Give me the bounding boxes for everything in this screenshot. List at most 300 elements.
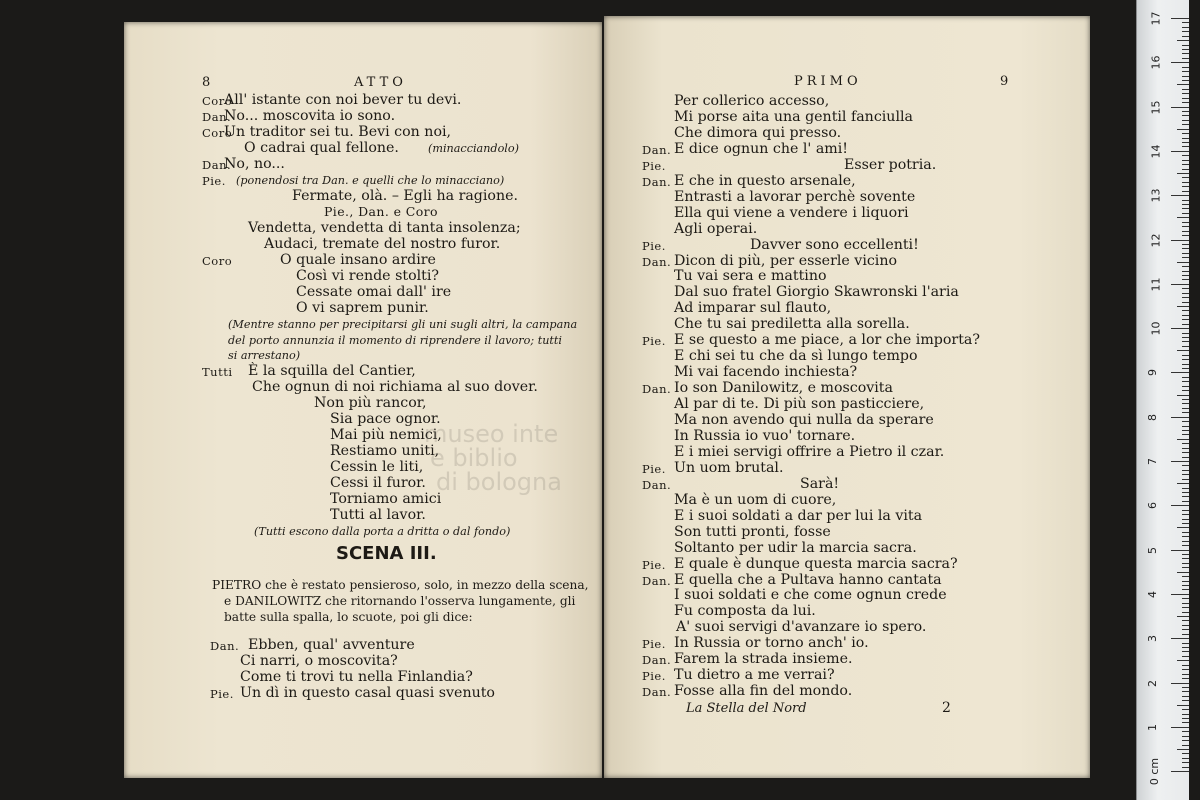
ruler-tick [1182, 169, 1189, 170]
speaker-label: Dan. [202, 158, 232, 172]
ruler-tick [1182, 736, 1189, 737]
verse-text: Che tu sai prediletta alla sorella. [674, 316, 910, 333]
ruler-tick [1182, 496, 1189, 497]
verse-text: Tu vai sera e mattino [674, 268, 827, 285]
verse-line [124, 637, 602, 653]
ruler-tick [1182, 585, 1189, 586]
speaker-label: Dan. [642, 653, 672, 668]
ruler-tick [1177, 705, 1189, 706]
ruler-tick [1182, 430, 1189, 431]
ruler-tick [1182, 758, 1189, 759]
ruler-tick [1177, 40, 1189, 41]
verse-line [124, 300, 602, 316]
ruler-number: 10 [1149, 321, 1163, 336]
stage-direction: (minacciandolo) [428, 142, 519, 155]
ruler-tick [1182, 403, 1189, 404]
ruler-tick [1182, 696, 1189, 697]
ruler-tick [1182, 718, 1189, 719]
speaker-label: Pie. [642, 238, 666, 253]
speaker-label: Pie. [642, 158, 666, 173]
signature-mark: 2 [942, 700, 951, 716]
ruler-tick [1182, 133, 1189, 134]
stage-direction: del porto annunzia il momento di riprendere il lavoro; tutti [228, 333, 562, 347]
ruler-tick [1182, 359, 1189, 360]
verse-line [604, 237, 1090, 253]
measuring-ruler [1136, 0, 1189, 800]
ruler-tick [1182, 731, 1189, 732]
verse-line [604, 572, 1090, 588]
running-header: PRIMO [794, 74, 862, 89]
ruler-tick [1171, 240, 1189, 241]
ruler-tick [1182, 346, 1189, 347]
ruler-tick [1171, 417, 1189, 418]
ruler-tick [1182, 355, 1189, 356]
verse-text: È la squilla del Cantier, [248, 362, 416, 379]
verse-text: No, no... [224, 156, 285, 172]
verse-line [124, 379, 602, 395]
verse-text: Esser potria. [844, 156, 937, 173]
ruler-tick [1182, 164, 1189, 165]
ruler-tick [1182, 448, 1189, 449]
ruler-tick [1182, 514, 1189, 515]
speaker-label: Pie. [642, 461, 666, 476]
stage-direction: si arrestano) [228, 349, 301, 362]
verse-text: Sarà! [800, 475, 840, 492]
ruler-tick [1182, 248, 1189, 249]
verse-text: Che dimora qui presso. [674, 124, 842, 141]
verse-text: Cessate omai dall' ire [296, 284, 452, 300]
ruler-tick [1182, 399, 1189, 400]
ruler-tick [1182, 310, 1189, 311]
verse-text: Fermate, olà. – Egli ha ragione. [292, 188, 519, 204]
ruler-tick [1182, 337, 1189, 338]
ruler-tick [1182, 634, 1189, 635]
ruler-tick [1182, 67, 1189, 68]
ruler-tick [1182, 678, 1189, 679]
verse-line [124, 236, 602, 252]
ruler-tick [1182, 541, 1189, 542]
ruler-tick [1182, 36, 1189, 37]
ruler-tick [1177, 262, 1189, 263]
ruler-tick [1182, 186, 1189, 187]
ruler-tick [1182, 93, 1189, 94]
verse-text: Un traditor sei tu. Bevi con noi, [224, 124, 452, 140]
ruler-tick [1182, 142, 1189, 143]
ruler-tick [1171, 284, 1189, 285]
ruler-tick [1177, 572, 1189, 573]
ruler-tick [1182, 22, 1189, 23]
ruler-tick [1171, 372, 1189, 373]
ruler-tick [1182, 89, 1189, 90]
ruler-tick [1182, 58, 1189, 59]
ruler-tick [1182, 319, 1189, 320]
verse-line [124, 92, 602, 108]
verse-text: E quale è dunque questa marcia sacra? [674, 555, 958, 572]
ruler-tick [1177, 395, 1189, 396]
ruler-tick [1171, 328, 1189, 329]
scene-description: batte sulla spalla, lo scuote, poi gli dice: [224, 610, 473, 624]
speaker-label: Dan. [642, 477, 672, 492]
speaker-label: Pie. [202, 174, 226, 188]
verse-line [604, 540, 1090, 556]
ruler-tick [1182, 364, 1189, 365]
verse-text: Pie., Dan. e Coro [324, 204, 438, 219]
ruler-tick [1182, 333, 1189, 334]
ruler-tick [1171, 638, 1189, 639]
ruler-number: 11 [1149, 277, 1163, 292]
watermark [424, 422, 562, 494]
stage-direction: (Mentre stanno per precipitarsi gli uni sugli altri, la campana [228, 318, 578, 331]
ruler-tick [1182, 191, 1189, 192]
ruler-tick [1182, 519, 1189, 520]
ruler-tick [1182, 271, 1189, 272]
verse-line [124, 653, 602, 669]
ruler-tick [1182, 532, 1189, 533]
verse-text: Son tutti pronti, fosse [674, 523, 831, 540]
ruler-tick [1182, 563, 1189, 564]
ruler-tick [1182, 341, 1189, 342]
scene-description: PIETRO che è restato pensieroso, solo, in mezzo della scena, [212, 578, 589, 592]
ruler-tick [1182, 200, 1189, 201]
ruler-tick [1171, 505, 1189, 506]
ruler-tick [1182, 266, 1189, 267]
verse-line [124, 332, 602, 348]
verse-line [604, 284, 1090, 300]
ruler-tick [1182, 510, 1189, 511]
ruler-tick [1182, 656, 1189, 657]
verse-text: Fu composta da lui. [674, 603, 816, 620]
verse-text: Torniamo amici [330, 490, 442, 507]
verse-line [124, 347, 602, 363]
verse-line [604, 444, 1090, 460]
verse-line [124, 507, 602, 523]
verse-text: E i suoi soldati a dar per lui la vita [674, 507, 923, 524]
ruler-tick [1182, 567, 1189, 568]
verse-text: Come ti trovi tu nella Finlandia? [240, 669, 473, 685]
ruler-tick [1182, 182, 1189, 183]
ruler-tick [1182, 545, 1189, 546]
ruler-tick [1182, 213, 1189, 214]
ruler-tick [1182, 665, 1189, 666]
ruler-tick [1182, 598, 1189, 599]
ruler-number: 12 [1149, 233, 1163, 247]
speaker-label: Pie. [642, 334, 666, 349]
ruler-tick [1182, 177, 1189, 178]
speaker-label: Dan. [210, 639, 240, 653]
ruler-tick [1171, 62, 1189, 63]
verse-text: I suoi soldati e che come ognun crede [674, 587, 947, 604]
verse-text: E chi sei tu che da sì lungo tempo [674, 348, 918, 365]
verse-line [124, 268, 602, 284]
verse-text: Non più rancor, [314, 394, 427, 411]
ruler-tick [1171, 461, 1189, 462]
ruler-number: 14 [1149, 144, 1163, 159]
verse-text: Ad imparar sul flauto, [674, 300, 832, 317]
ruler-number: 16 [1149, 55, 1163, 70]
ruler-tick [1182, 722, 1189, 723]
ruler-tick [1182, 457, 1189, 458]
ruler-tick [1182, 576, 1189, 577]
ruler-tick [1182, 434, 1189, 435]
ruler-tick [1177, 660, 1189, 661]
verse-text: E quella che a Pultava hanno cantata [674, 571, 942, 588]
verse-line [604, 173, 1090, 189]
verse-text: Mai più nemici, [330, 426, 442, 443]
speaker-label: Pie. [642, 669, 666, 684]
ruler-tick [1182, 253, 1189, 254]
verse-text: All' istante con noi bever tu devi. [224, 92, 462, 108]
ruler-tick [1182, 71, 1189, 72]
ruler-tick [1182, 492, 1189, 493]
ruler-tick [1171, 18, 1189, 19]
verse-line [604, 476, 1090, 492]
ruler-tick [1171, 771, 1189, 772]
verse-line [604, 268, 1090, 284]
verse-text: Restiamo uniti, [330, 442, 440, 459]
verse-line [604, 141, 1090, 157]
ruler-tick [1182, 275, 1189, 276]
ruler-tick [1182, 740, 1189, 741]
ruler-tick [1182, 745, 1189, 746]
ruler-tick [1171, 151, 1189, 152]
ruler-number: 6 [1146, 502, 1159, 510]
running-header: ATTO [354, 75, 407, 90]
ruler-tick [1182, 620, 1189, 621]
verse-line [604, 556, 1090, 572]
ruler-tick [1182, 293, 1189, 294]
ruler-tick [1182, 753, 1189, 754]
ruler-number: 0 cm [1148, 757, 1162, 786]
ruler-tick [1182, 603, 1189, 604]
ruler-tick [1182, 714, 1189, 715]
verse-text: Soltanto per udir la marcia sacra. [674, 539, 917, 556]
ruler-tick [1182, 647, 1189, 648]
ruler-tick [1182, 625, 1189, 626]
verse-line [604, 348, 1090, 364]
ruler-tick [1182, 98, 1189, 99]
verse-text: Ci narri, o moscovita? [240, 653, 398, 669]
verse-line [604, 492, 1090, 508]
speaker-label: Coro [202, 126, 233, 140]
speaker-label: Dan. [642, 382, 672, 397]
ruler-tick [1171, 727, 1189, 728]
ruler-tick [1182, 226, 1189, 227]
ruler-tick [1182, 669, 1189, 670]
ruler-tick [1182, 581, 1189, 582]
ruler-tick [1182, 629, 1189, 630]
ruler-tick [1182, 115, 1189, 116]
verse-text: Ma non avendo qui nulla da sperare [674, 412, 934, 428]
verse-text: Tutti al lavor. [330, 506, 426, 523]
speaker-label: Pie. [210, 687, 234, 701]
page-number: 9 [1000, 74, 1009, 89]
verse-text: Mi porse aita una gentil fanciulla [674, 108, 913, 125]
verse-line [124, 316, 602, 332]
verse-line [124, 108, 602, 124]
verse-line [124, 172, 602, 188]
stage-direction: (ponendosi tra Dan. e quelli che lo minacciano) [236, 174, 505, 187]
verse-text: E i miei servigi offrire a Pietro il czar. [674, 443, 945, 460]
ruler-tick [1182, 554, 1189, 555]
ruler-tick [1182, 674, 1189, 675]
verse-text: A' suoi servigi d'avanzare io spero. [676, 619, 927, 636]
verse-text: O quale insano ardire [280, 252, 436, 268]
speaker-label: Pie. [642, 557, 666, 572]
verse-text: Sia pace ognor. [330, 410, 441, 427]
verse-text: Fosse alla fin del mondo. [674, 683, 853, 700]
verse-line [604, 93, 1090, 109]
ruler-tick [1182, 474, 1189, 475]
ruler-tick [1182, 315, 1189, 316]
verse-line [604, 524, 1090, 540]
verse-text: Che ognun di noi richiama al suo dover. [252, 378, 538, 395]
verse-text: E che in questo arsenale, [674, 172, 856, 189]
ruler-tick [1182, 257, 1189, 258]
verse-text: Un dì in questo casal quasi svenuto [240, 685, 495, 701]
ruler-tick [1182, 45, 1189, 46]
ruler-tick [1182, 643, 1189, 644]
ruler-tick [1182, 279, 1189, 280]
ruler-tick [1182, 381, 1189, 382]
ruler-number: 5 [1146, 546, 1159, 554]
ruler-tick [1182, 377, 1189, 378]
ruler-number: 9 [1146, 369, 1159, 377]
verse-text: Davver sono eccellenti! [750, 236, 919, 253]
speaker-label: Coro [202, 254, 233, 268]
ruler-tick [1182, 288, 1189, 289]
verse-text: Vendetta, vendetta di tanta insolenza; [248, 220, 521, 236]
verse-text: E dice ognun che l' ami! [674, 140, 848, 157]
ruler-tick [1182, 244, 1189, 245]
ruler-number: 2 [1146, 679, 1159, 687]
ruler-tick [1182, 558, 1189, 559]
ruler-tick [1182, 208, 1189, 209]
ruler-tick [1171, 195, 1189, 196]
ruler-tick [1182, 111, 1189, 112]
verse-text: Dicon di più, per esserle vicino [674, 252, 898, 269]
ruler-tick [1182, 651, 1189, 652]
watermark-text: e biblio [430, 444, 518, 472]
ruler-tick [1177, 483, 1189, 484]
verse-line [604, 316, 1090, 332]
speaker-label: Pie. [642, 637, 666, 652]
verse-line [604, 300, 1090, 316]
verse-text: Così vi rende stolti? [296, 268, 439, 284]
verse-text: O vi saprem punir. [296, 300, 429, 316]
ruler-tick [1182, 465, 1189, 466]
left-page [124, 22, 602, 778]
verse-line [604, 428, 1090, 444]
ruler-tick [1182, 297, 1189, 298]
verse-line [604, 109, 1090, 125]
ruler-tick [1171, 550, 1189, 551]
ruler-tick [1182, 124, 1189, 125]
ruler-tick [1177, 749, 1189, 750]
ruler-tick [1177, 84, 1189, 85]
verse-line [124, 220, 602, 236]
verse-text: O cadrai qual fellone. [244, 140, 399, 156]
ruler-tick [1177, 129, 1189, 130]
verse-line [604, 667, 1090, 683]
ruler-tick [1182, 120, 1189, 121]
verse-text: No... moscovita io sono. [224, 108, 396, 124]
verse-text: Ma è un uom di cuore, [674, 491, 837, 508]
ruler-tick [1182, 27, 1189, 28]
speaker-label: Dan. [642, 254, 672, 269]
right-page [604, 16, 1090, 778]
ruler-tick [1182, 501, 1189, 502]
verse-line [604, 380, 1090, 396]
ruler-tick [1182, 589, 1189, 590]
ruler-tick [1182, 368, 1189, 369]
ruler-tick [1182, 762, 1189, 763]
verse-line [604, 125, 1090, 141]
ruler-tick [1177, 350, 1189, 351]
ruler-tick [1182, 80, 1189, 81]
verse-text: Farem la strada insieme. [674, 651, 853, 668]
page-number: 8 [202, 75, 211, 90]
speaker-label: Dan. [642, 174, 672, 189]
verse-text: Mi vai facendo inchiesta? [674, 364, 858, 381]
ruler-tick [1182, 687, 1189, 688]
verse-text: In Russia io vuo' tornare. [674, 427, 856, 444]
ruler-tick [1182, 470, 1189, 471]
ruler-tick [1182, 421, 1189, 422]
ruler-tick [1171, 683, 1189, 684]
verse-line [604, 460, 1090, 476]
verse-text: E se questo a me piace, a lor che importa? [674, 332, 980, 349]
verse-line [124, 252, 602, 268]
ruler-tick [1182, 302, 1189, 303]
ruler-tick [1177, 439, 1189, 440]
ruler-tick [1182, 138, 1189, 139]
verse-text: Ella qui viene a vendere i liquori [674, 204, 909, 221]
speaker-label: Dan. [642, 142, 672, 157]
speaker-label: Dan. [202, 110, 232, 124]
ruler-number: 8 [1146, 413, 1159, 421]
ruler-tick [1182, 488, 1189, 489]
ruler-tick [1182, 767, 1189, 768]
verse-line [604, 396, 1090, 412]
ruler-tick [1182, 222, 1189, 223]
verse-line [604, 364, 1090, 380]
verse-line [124, 156, 602, 172]
ruler-number: 7 [1146, 458, 1159, 465]
ruler-tick [1182, 160, 1189, 161]
ruler-tick [1182, 146, 1189, 147]
verse-line [604, 587, 1090, 603]
ruler-tick [1182, 691, 1189, 692]
verse-text: Ebben, qual' avventure [248, 637, 415, 653]
verse-line [124, 204, 602, 220]
ruler-tick [1182, 443, 1189, 444]
ruler-tick [1182, 700, 1189, 701]
ruler-tick [1182, 231, 1189, 232]
ruler-tick [1182, 408, 1189, 409]
ruler-tick [1177, 306, 1189, 307]
ruler-tick [1182, 536, 1189, 537]
ruler-tick [1182, 204, 1189, 205]
ruler-tick [1177, 527, 1189, 528]
verse-line [124, 140, 602, 156]
ruler-tick [1182, 49, 1189, 50]
ruler-tick [1182, 607, 1189, 608]
watermark-text: di bologna [436, 468, 562, 496]
speaker-label: Tutti [202, 364, 233, 379]
ruler-tick [1182, 426, 1189, 427]
ruler-number: 13 [1149, 188, 1163, 203]
ruler-tick [1182, 31, 1189, 32]
